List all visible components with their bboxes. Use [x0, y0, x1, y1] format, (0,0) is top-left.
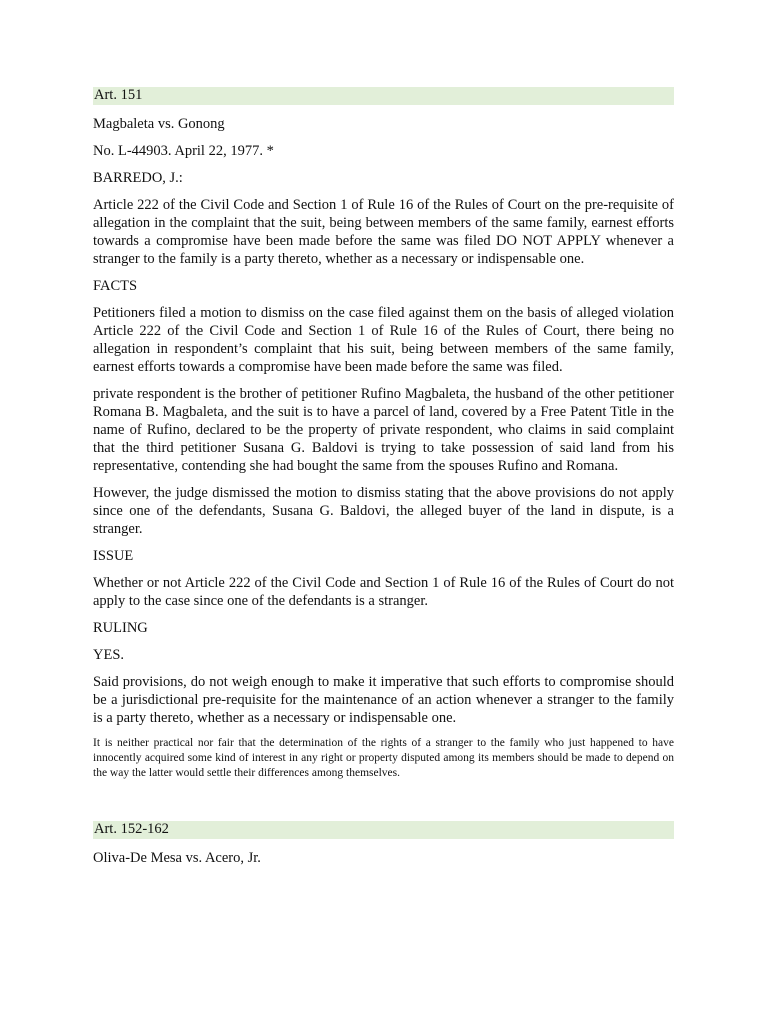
facts-paragraph: Petitioners filed a motion to dismiss on the case filed against them on the basis of alleged violation Article 222 of the Civil Code and Section 1 of Rule 16 of the Rules of Court, there being no allegation in respondent’s complaint that his suit, being between members of the same family, earnest efforts towards a compromise have been made before the same was filed. [93, 305, 674, 375]
document-page [93, 87, 674, 876]
article-heading: Art. 152-162 [93, 821, 674, 839]
facts-paragraph: However, the judge dismissed the motion to dismiss stating that the above provisions do not apply since one of the defendants, Susana G. Baldovi, the alleged buyer of the land in dispute, is a stranger. [93, 485, 674, 537]
case-docket: No. L-44903. April 22, 1977. * [93, 143, 274, 159]
facts-paragraph: private respondent is the brother of petitioner Rufino Magbaleta, the husband of the other petitioner Romana B. Magbaleta, and the suit is to have a parcel of land, covered by a Free Patent Title in the name of Rufino, declared to be the property of private respondent, who claims in said complaint that the third petitioner Susana G. Baldovi is trying to take possession of said land from his representative, contending she had bought the same from the spouses Rufino and Romana. [93, 386, 674, 474]
ruling-heading: RULING [93, 620, 148, 636]
ruling-answer: YES. [93, 647, 125, 663]
issue-heading: ISSUE [93, 548, 134, 564]
ruling-paragraph: Said provisions, do not weigh enough to make it imperative that such efforts to compromise should be a jurisdictional pre-requisite for the maintenance of an action whenever a stranger to the family is a party thereto, whether as a necessary or indispensable one. [93, 674, 674, 726]
ponente: BARREDO, J.: [93, 170, 183, 186]
case-title: Oliva-De Mesa vs. Acero, Jr. [93, 850, 261, 866]
facts-heading: FACTS [93, 278, 138, 294]
article-heading: Art. 151 [93, 87, 674, 105]
ruling-note: It is neither practical nor fair that the determination of the rights of a stranger to the family who just happened to have innocently acquired some kind of interest in any right or property disputed among its members should be made to depend on the way the latter would settle their differences among themselves. [93, 737, 674, 779]
issue-paragraph: Whether or not Article 222 of the Civil Code and Section 1 of Rule 16 of the Rules of Court do not apply to the case since one of the defendants is a stranger. [93, 575, 674, 609]
syllabus-paragraph: Article 222 of the Civil Code and Section 1 of Rule 16 of the Rules of Court on the pre-requisite of allegation in the complaint that the suit, being between members of the same family, earnest efforts towards a compromise have been made before the same was filed DO NOT APPLY whenever a stranger to the family is a party thereto, whether as a necessary or indispensable one. [93, 197, 674, 267]
case-title: Magbaleta vs. Gonong [93, 116, 225, 132]
